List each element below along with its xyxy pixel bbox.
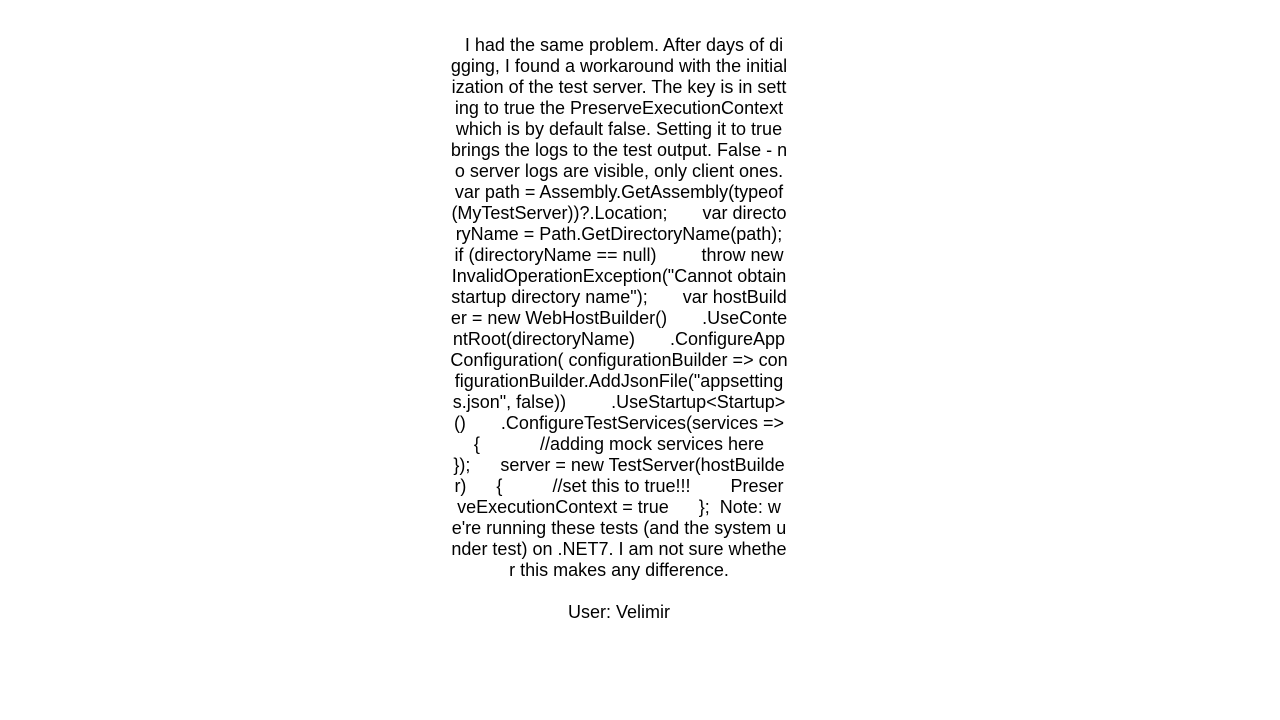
author-line: User: Velimir xyxy=(567,602,670,622)
answer-post xyxy=(450,14,830,644)
answer-body: I had the same problem. After days of digging, I found a workaround with the initialization of the test server. The key is in setting to true the PreserveExecutionContext which is by default false. Setting it to true brings the logs to the test output. False - no server logs are visible, only client ones. var path = Assembly.GetAssembly(typeof(MyTestServer))?.Location; var directoryName = Path.GetDirectoryName(path); if (directoryName == null) throw new InvalidOperationException("Cannot obtain startup directory name"); var hostBuilder = new WebHostBuilder() .UseContentRoot(directoryName) .ConfigureAppConfiguration( configurationBuilder => configurationBuilder.AddJsonFile("appsettings.json", false)) .UseStartup<Startup>() .ConfigureTestServices(services => { //adding mock services here }); server = new TestServer(hostBuilder) { //set this to true!!! PreserveExecutionContext = true }; Note: we're running these tests (and the system under test) on .NET7. I am not sure whether this makes any difference. xyxy=(450,35,830,580)
